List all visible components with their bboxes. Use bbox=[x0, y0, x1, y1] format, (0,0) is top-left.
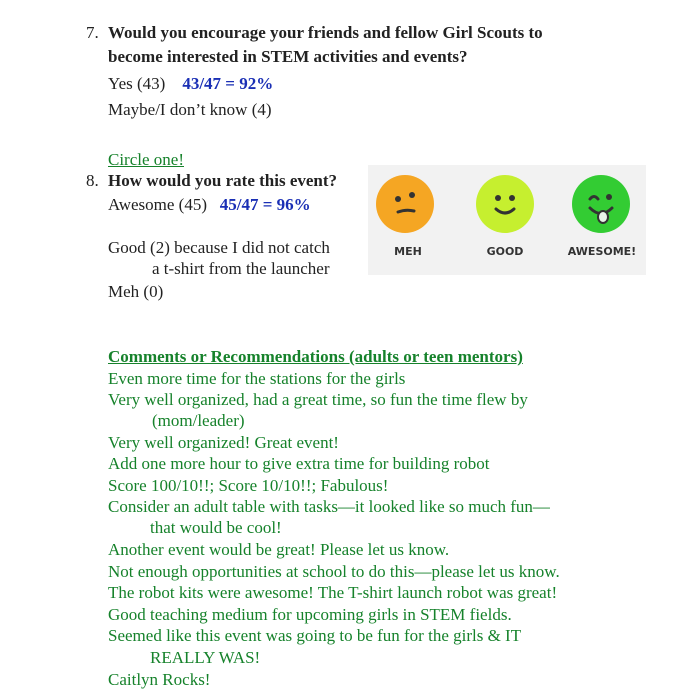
q8-meh-answer: Meh (0) bbox=[108, 282, 164, 301]
q8-number: 8. bbox=[86, 171, 99, 190]
awesome-label: AWESOME! bbox=[567, 245, 637, 258]
q7-yes-count: Yes (43) bbox=[108, 74, 166, 93]
comment-line: REALLY WAS! bbox=[150, 648, 261, 667]
good-label: GOOD bbox=[486, 245, 524, 258]
q8-good-answer-line1: Good (2) because I did not catch bbox=[108, 238, 330, 257]
comment-line: Very well organized! Great event! bbox=[108, 433, 339, 452]
q8-question: How would you rate this event? bbox=[108, 171, 338, 190]
comment-line: Not enough opportunities at school to do this—please let us know. bbox=[108, 562, 560, 581]
comments-heading: Comments or Recommendations (adults or teen mentors) bbox=[108, 347, 523, 366]
comment-line: Seemed like this event was going to be fun for the girls & IT bbox=[108, 626, 522, 645]
q7-number: 7. bbox=[86, 23, 99, 42]
comment-line: Another event would be great! Please let us know. bbox=[108, 540, 450, 559]
comment-line: Add one more hour to give extra time for building robot bbox=[108, 454, 490, 473]
comment-line: that would be cool! bbox=[150, 518, 282, 537]
meh-face-icon bbox=[376, 175, 434, 233]
q7-yes-stat: 43/47 = 92% bbox=[182, 74, 274, 93]
rating-faces-image bbox=[368, 165, 646, 275]
tongue-face-icon bbox=[572, 175, 630, 233]
meh-label: MEH bbox=[394, 245, 422, 258]
comment-line: Score 100/10!!; Score 10/10!!; Fabulous! bbox=[108, 476, 389, 495]
comment-line: Even more time for the stations for the girls bbox=[108, 369, 406, 388]
comment-line: Very well organized, had a great time, so fun the time flew by bbox=[108, 390, 528, 409]
q8-good-answer-line2: a t-shirt from the launcher bbox=[152, 259, 330, 278]
comment-line: Good teaching medium for upcoming girls in STEM fields. bbox=[108, 605, 512, 624]
q7-question-line2: become interested in STEM activities and events? bbox=[108, 47, 468, 66]
q7-maybe-answer: Maybe/I don’t know (4) bbox=[108, 100, 272, 119]
comment-line: Caitlyn Rocks! bbox=[108, 670, 211, 689]
q8-awesome-answer bbox=[108, 194, 311, 215]
comment-line: (mom/leader) bbox=[152, 411, 245, 430]
q7-yes-answer bbox=[108, 73, 273, 94]
q8-awesome-stat: 45/47 = 96% bbox=[219, 195, 311, 214]
smile-face-icon bbox=[476, 175, 534, 233]
q8-awesome-count: Awesome (45) bbox=[108, 195, 207, 214]
comment-line: The robot kits were awesome! The T-shirt launch robot was great! bbox=[108, 583, 558, 602]
circle-one-note: Circle one! bbox=[108, 150, 184, 169]
q7-question-line1: Would you encourage your friends and fellow Girl Scouts to bbox=[108, 23, 543, 42]
comment-line: Consider an adult table with tasks—it looked like so much fun— bbox=[108, 497, 550, 516]
